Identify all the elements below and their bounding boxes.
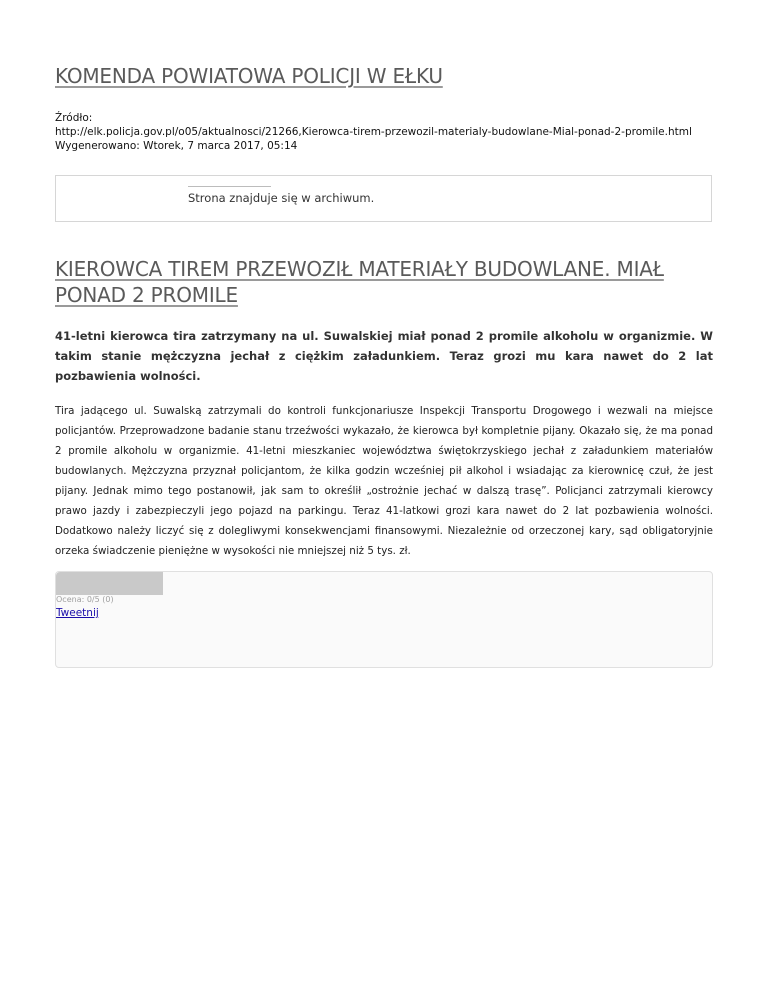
source-label: Źródło: bbox=[55, 112, 93, 124]
archive-notice: Strona znajduje się w archiwum. bbox=[188, 191, 375, 205]
source-url: http://elk.policja.gov.pl/o05/aktualnosci/21266,Kierowca-tirem-przewozil-materialy-budowlane-Mial-ponad-2-promile.html bbox=[55, 126, 692, 138]
archive-notice-box bbox=[55, 175, 712, 222]
article-title: KIEROWCA TIREM PRZEWOZIŁ MATERIAŁY BUDOWLANE. MIAŁ PONAD 2 PROMILE bbox=[55, 257, 664, 307]
source-info bbox=[55, 111, 692, 153]
article-body: Tira jadącego ul. Suwalską zatrzymali do kontroli funkcjonariusze Inspekcji Transportu Drogowego i wezwali na miejsce policjantów. Przeprowadzone badanie stanu trzeźwości wykazało, że kierowca był kompletnie pijany. Okazało się, że ma ponad 2 promile alkoholu w organizmie. 41-letni mieszkaniec województwa świętokrzyskiego jechał z załadunkiem materiałów budowlanych. Mężczyzna przyznał policjantom, że kilka godzin wcześniej pił alkohol i wsiadając za kierownicę czuł, że jest pijany. Jednak mimo tego postanowił, jak sam to określił „ostrożnie jechać w dalszą trasę”. Policjanci zatrzymali kierowcy prawo jazdy i zabezpieczyli jego pojazd na parkingu. Teraz 41-latkowi grozi kara nawet do 2 lat pozbawienia wolności. Dodatkowo należy liczyć się z dolegliwymi konsekwencjami finansowymi. Niezależnie od orzeczonej kary, sąd obligatoryjnie orzeka świadczenie pieniężne w wysokości nie mniejszej niż 5 tys. zł. bbox=[55, 405, 713, 557]
rating-bar[interactable] bbox=[56, 572, 163, 595]
site-title: KOMENDA POWIATOWA POLICJI W EŁKU bbox=[55, 64, 443, 88]
archive-divider bbox=[188, 186, 271, 187]
tweet-link[interactable]: Tweetnij bbox=[56, 607, 99, 619]
rating-text: Ocena: 0/5 (0) bbox=[56, 595, 114, 604]
generated-date: Wygenerowano: Wtorek, 7 marca 2017, 05:14 bbox=[55, 140, 298, 152]
social-box bbox=[55, 571, 713, 668]
article-lead: 41-letni kierowca tira zatrzymany na ul. Suwalskiej miał ponad 2 promile alkoholu w organizmie. W takim stanie mężczyzna jechał z ciężkim załadunkiem. Teraz grozi mu kara nawet do 2 lat pozbawienia wolności. bbox=[55, 329, 713, 383]
